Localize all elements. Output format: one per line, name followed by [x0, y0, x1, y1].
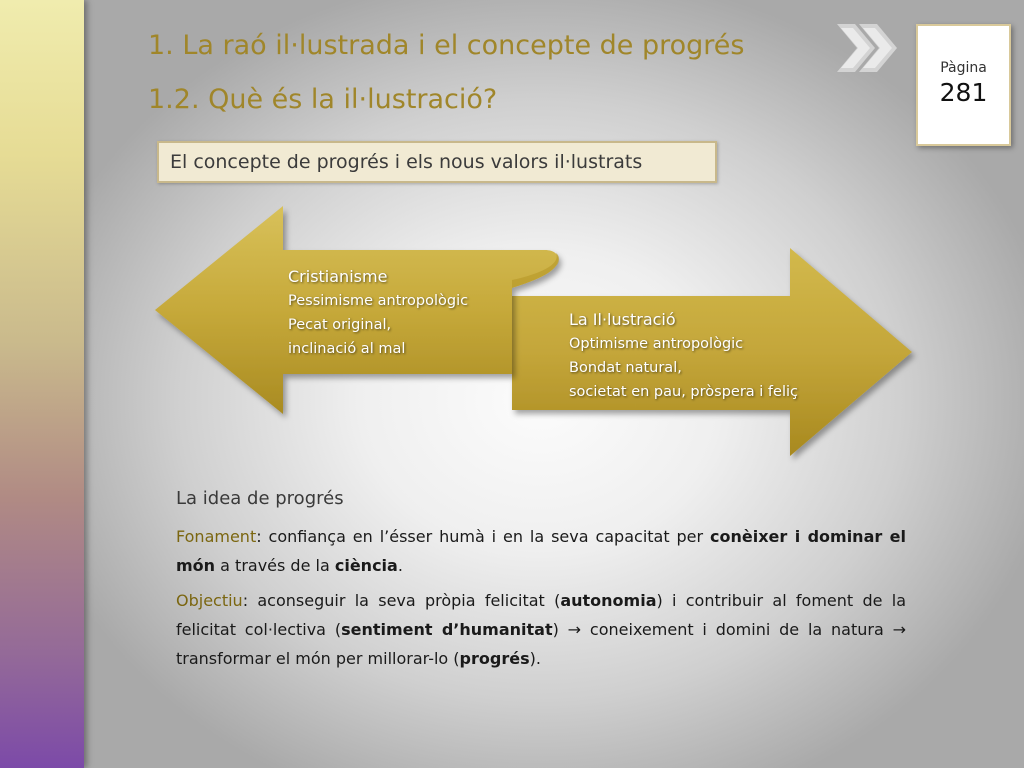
arrow-right-line: Optimisme antropològic: [569, 336, 744, 352]
slide-subtitle-heading: 1.2. Què és la il·lustració?: [148, 84, 498, 115]
arrow-right-text: [569, 308, 798, 404]
arrow-left-heading: Cristianisme: [288, 267, 388, 286]
fonament-label: Fonament: [176, 527, 257, 546]
bold-run: sentiment d’humanitat: [341, 620, 553, 639]
text-run: : confiança en l’ésser humà i en la seva capacitat per: [256, 527, 711, 546]
page-number: 281: [939, 78, 988, 107]
text-run: : aconseguir la seva pròpia felicitat (: [242, 591, 561, 610]
bold-run: conèixer i dominar el món: [176, 527, 906, 575]
bold-run: ciència: [334, 556, 398, 575]
text-run: a través de la: [215, 556, 335, 575]
text-run: .: [397, 556, 403, 575]
page-label: Pàgina: [940, 60, 987, 76]
objectiu-label: Objectiu: [176, 591, 243, 610]
bold-run: autonomia: [560, 591, 657, 610]
text-run: ) → coneixement i domini de la natura → transformar el món per millorar-lo (: [176, 620, 907, 668]
arrow-left-line: inclinació al mal: [288, 341, 406, 357]
section-subtitle: El concepte de progrés i els nous valors il·lustrats: [170, 151, 643, 173]
text-run: ).: [529, 649, 541, 668]
paragraph-objectiu: [176, 586, 906, 673]
slide-title: 1. La raó il·lustrada i el concepte de progrés: [148, 30, 745, 61]
bold-run: progrés: [459, 649, 530, 668]
arrow-right-line: Bondat natural,: [569, 360, 682, 376]
idea-heading: La idea de progrés: [176, 488, 344, 509]
arrow-left-line: Pecat original,: [288, 317, 392, 333]
paragraph-fonament: [176, 522, 906, 580]
arrow-right-line: societat en pau, pròspera i feliç: [569, 384, 798, 400]
arrow-left-text: [288, 265, 468, 361]
arrow-right-heading: La Il·lustració: [569, 310, 676, 329]
arrow-left-line: Pessimisme antropològic: [288, 293, 469, 309]
text-run: ) i contribuir al foment de la felicitat col·lectiva (: [176, 591, 907, 639]
